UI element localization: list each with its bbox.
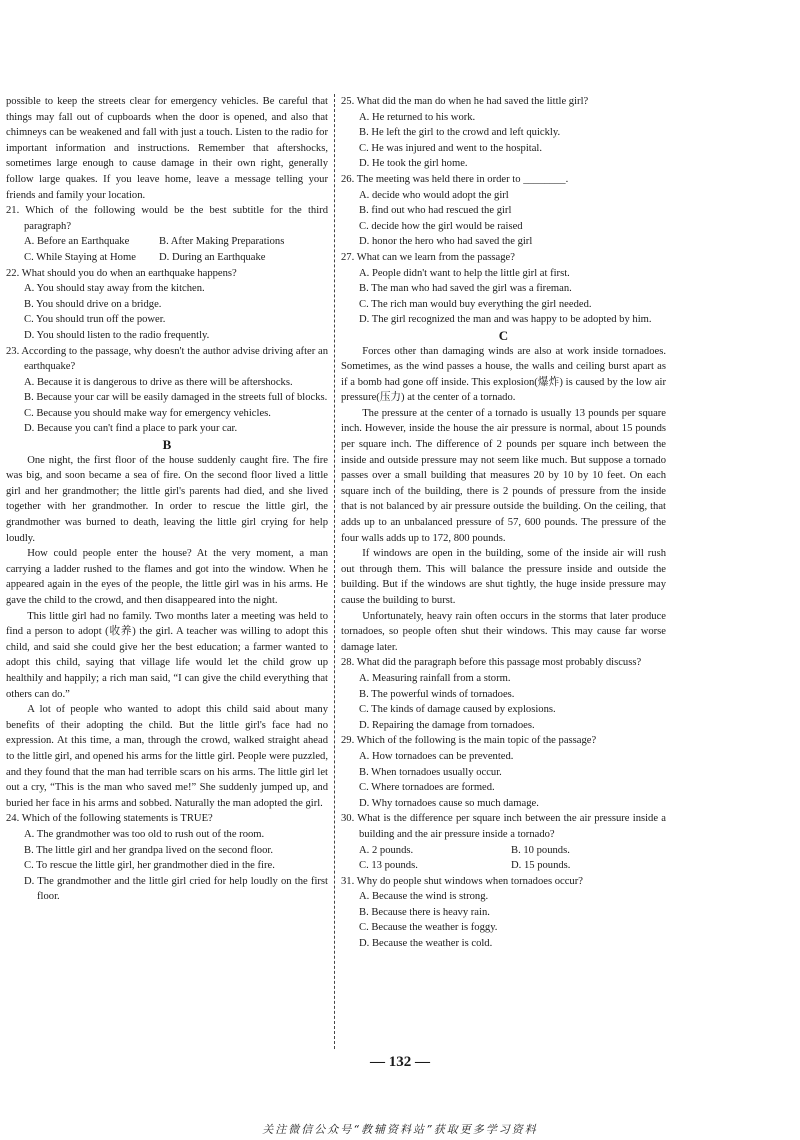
option-d: D. Repairing the damage from tornadoes. <box>359 719 535 731</box>
option-d: D. The girl recognized the man and was happy to be adopted by him. <box>359 314 652 326</box>
option-b: B. When tornadoes usually occur. <box>359 766 502 778</box>
option-a: A. Because it is dangerous to drive as there will be aftershocks. <box>24 376 293 388</box>
passage-b-paragraph-1: One night, the first floor of the house suddenly caught fire. The fire was big, and soon became a sea of fire. On the second floor lived a little girl and her grandmother; the little girl's parents had died, and she lived together with her grandmother. In order to rescue the little girl, the grandmother was burned to death, leaving the little girl crying for help loudly. <box>6 454 328 544</box>
option-a: A. People didn't want to help the little girl at first. <box>359 267 570 279</box>
option-b: B. The little girl and her grandpa lived on the second floor. <box>24 844 273 856</box>
question-stem: 28. What did the paragraph before this passage most probably discuss? <box>341 657 642 669</box>
option-a: A. decide who would adopt the girl <box>359 189 509 201</box>
question-stem: 27. What can we learn from the passage? <box>341 251 515 263</box>
question-26 <box>341 172 666 250</box>
option-a: A. How tornadoes can be prevented. <box>359 750 514 762</box>
passage-c-paragraph-1: Forces other than damaging winds are also at work inside tornadoes. Sometimes, as the wind passes a house, the walls and ceiling burst apart as if a bomb had gone off inside. This explosion(爆炸) is caused by the low air pressure(压力) at the center of a tornado. <box>341 345 666 404</box>
option-a: A. 2 pounds. <box>359 844 414 856</box>
option-b: B. Because your car will be easily damaged in the streets full of blocks. <box>24 392 328 404</box>
option-d: D. Why tornadoes cause so much damage. <box>359 797 539 809</box>
question-stem: 23. According to the passage, why doesn't the author advise driving after an earthquake? <box>6 345 328 373</box>
passage-c-paragraph-2: The pressure at the center of a tornado is usually 13 pounds per square inch. However, inside the house the air pressure is normal, about 15 pounds per square inch. The difference of 2 pounds per square inch between the inside and outside pressure may not seem like much. But suppose a tornado passes over a small building that measures 20 by 10 by 10 feet. On each square inch of the building, there is 2 pounds of pressure from the inside that is not balanced by air pressure outside the building. On the ceiling, that adds up to an unbalanced pressure of 57, 600 pounds. The pressure of the four walls adds up to 172, 800 pounds. <box>341 407 666 544</box>
question-28 <box>341 655 666 733</box>
option-c: C. Because you should make way for emergency vehicles. <box>24 407 271 419</box>
option-c: C. 13 pounds. <box>359 860 418 872</box>
option-d: D. Because you can't find a place to park your car. <box>24 423 238 435</box>
question-31 <box>341 874 666 952</box>
option-c: C. Where tornadoes are formed. <box>359 782 495 794</box>
column-divider <box>334 94 335 1049</box>
option-a: A. You should stay away from the kitchen. <box>24 283 205 295</box>
section-heading-c: C <box>498 327 509 343</box>
option-c: C. You should trun off the power. <box>24 314 166 326</box>
option-c: C. He was injured and went to the hospital. <box>359 142 543 154</box>
question-24 <box>6 811 328 905</box>
question-21 <box>6 203 328 265</box>
option-b: B. find out who had rescued the girl <box>359 205 512 217</box>
question-25 <box>341 94 666 172</box>
option-b: B. The powerful winds of tornadoes. <box>359 688 515 700</box>
option-c: C. The kinds of damage caused by explosions. <box>359 704 556 716</box>
option-a: A. The grandmother was too old to rush out of the room. <box>24 828 265 840</box>
option-c: C. decide how the girl would be raised <box>359 220 523 232</box>
question-29 <box>341 733 666 811</box>
option-d: D. The grandmother and the little girl cried for help loudly on the first floor. <box>24 875 328 903</box>
question-23 <box>6 344 328 438</box>
left-column <box>6 94 328 905</box>
passage-c-paragraph-3: If windows are open in the building, some of the inside air will rush out through them. This will balance the pressure inside and outside the building. But if the windows are shut tightly, the huge inside pressure may cause the building to burst. <box>341 548 666 606</box>
option-a: A. He returned to his work. <box>359 111 476 123</box>
footer-note: 关注微信公众号“教辅资料站”获取更多学习资料 <box>262 1123 538 1136</box>
question-stem: 22. What should you do when an earthquake happens? <box>6 267 237 279</box>
option-d: D. Because the weather is cold. <box>359 938 493 950</box>
option-b: B. He left the girl to the crowd and left quickly. <box>359 127 561 139</box>
page-number: — 132 — <box>370 1054 430 1070</box>
option-b: B. After Making Preparations <box>159 236 285 248</box>
question-22 <box>6 266 328 344</box>
option-d: D. During an Earthquake <box>159 251 266 263</box>
passage-b-paragraph-3: This little girl had no family. Two months later a meeting was held to find a person to adopt (收养) the girl. A teacher was willing to adopt this child, and said she could give her the best education; a farmer wanted to adopt this child, saying that village life would let the child grow up healthily and happily; a rich man said, “I can give the child everything that others can do.” <box>6 610 328 700</box>
option-b: B. Because there is heavy rain. <box>359 906 490 918</box>
option-d: D. honor the hero who had saved the girl <box>359 236 533 248</box>
question-stem: 26. The meeting was held there in order to ________. <box>341 173 569 185</box>
option-c: C. To rescue the little girl, her grandmother died in the fire. <box>24 860 275 872</box>
question-stem: 30. What is the difference per square inch between the air pressure inside a building and the air pressure inside a tornado? <box>341 813 666 840</box>
option-c: C. While Staying at Home <box>24 251 136 263</box>
passage-b-paragraph-4: A lot of people who wanted to adopt this child said about many benefits of their adopting the child. But the little girl's face had no expression. At this time, a man, through the crowd, walked straight ahead to the little girl, and opened his arms for the little girl. People were puzzled, and they found that the man had terrible scars on his arms. The little girl let out a cry, “This is the man who saved me!” She suddenly jumped up, and buried her face in his arms and sobbed. Naturally the man adopted the girl. <box>6 704 328 809</box>
right-column <box>341 94 666 952</box>
question-stem: 21. Which of the following would be the best subtitle for the third paragraph? <box>6 205 328 232</box>
option-d: D. You should listen to the radio frequently. <box>24 329 210 341</box>
option-a: A. Measuring rainfall from a storm. <box>359 672 511 684</box>
option-a: A. Because the wind is strong. <box>359 891 489 903</box>
question-stem: 31. Why do people shut windows when tornadoes occur? <box>341 875 583 887</box>
option-d: D. 15 pounds. <box>511 860 571 872</box>
question-stem: 25. What did the man do when he had saved the little girl? <box>341 96 589 107</box>
section-heading-b: B <box>162 437 172 453</box>
passage-c-paragraph-4: Unfortunately, heavy rain often occurs in the storms that later produce tornadoes, so people often shut their windows. This may cause far worse damage later. <box>341 610 666 653</box>
option-a: A. Before an Earthquake <box>24 236 130 248</box>
question-stem: 29. Which of the following is the main topic of the passage? <box>341 735 597 747</box>
passage-b-paragraph-2: How could people enter the house? At the very moment, a man carrying a ladder rushed to the flames and got into the window. When he appeared again in the eyes of the people, the little girl was in his arms. He gave the child to the crowd, and then disappeared into the night. <box>6 548 328 606</box>
option-c: C. The rich man would buy everything the girl needed. <box>359 298 592 310</box>
option-c: C. Because the weather is foggy. <box>359 922 498 934</box>
option-b: B. 10 pounds. <box>511 844 570 856</box>
option-b: B. The man who had saved the girl was a fireman. <box>359 283 572 295</box>
question-30 <box>341 811 666 873</box>
option-d: D. He took the girl home. <box>359 158 468 170</box>
question-27 <box>341 250 666 328</box>
passage-a-ending: possible to keep the streets clear for emergency vehicles. Be careful that things may fall out of cupboards when the door is opened, and also that chimneys can be weakened and fall with just a touch. Listen to the radio for important information and instructions. Remember that aftershocks, sometimes large enough to cause damage in their own right, generally follow large quakes. If you leave home, leave a message telling your friends and family your location. <box>6 96 328 201</box>
question-stem: 24. Which of the following statements is TRUE? <box>6 813 213 825</box>
option-b: B. You should drive on a bridge. <box>24 298 162 310</box>
